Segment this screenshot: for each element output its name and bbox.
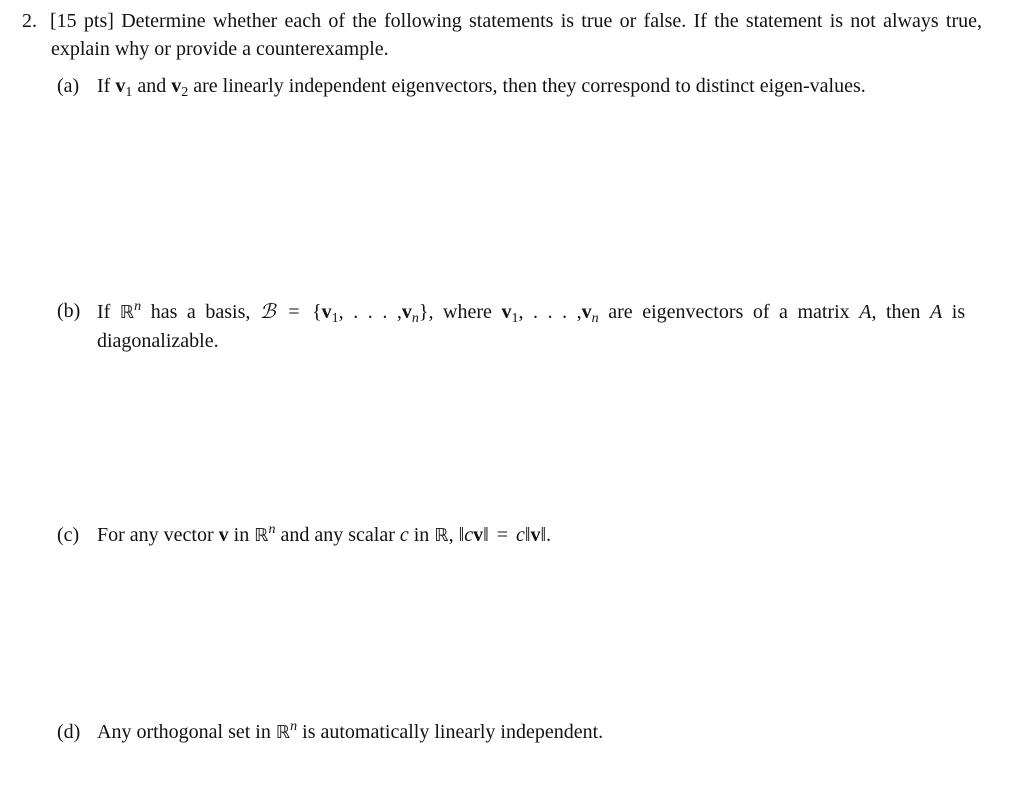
part-b-statement bbox=[97, 297, 965, 355]
part-c-label: (c) bbox=[57, 524, 80, 546]
subscript-1: 1 bbox=[125, 85, 133, 100]
basis-symbol: ℬ bbox=[259, 299, 276, 323]
part-b bbox=[57, 297, 965, 355]
matrix-a: A bbox=[859, 301, 872, 323]
part-d-label: (d) bbox=[57, 721, 81, 743]
part-a-statement bbox=[97, 72, 965, 100]
vector-v1: v bbox=[501, 301, 512, 323]
superscript-n: n bbox=[290, 719, 298, 734]
equals-sign: = bbox=[496, 524, 508, 546]
vector-v: v bbox=[530, 524, 541, 546]
part-b-where: where bbox=[443, 301, 492, 323]
real-numbers-symbol: ℝ bbox=[434, 525, 449, 546]
part-a bbox=[57, 72, 965, 100]
part-b-has-basis: has a basis, bbox=[150, 301, 251, 323]
norm-open: ‖ bbox=[524, 524, 531, 546]
part-a-if: If bbox=[97, 75, 111, 97]
problem-header bbox=[22, 7, 982, 63]
scalar-c: c bbox=[399, 524, 409, 546]
problem-points: [15 pts] bbox=[50, 10, 114, 32]
set-close-brace: }, bbox=[418, 301, 434, 323]
part-b-if: If bbox=[97, 301, 111, 323]
part-d bbox=[57, 718, 965, 747]
matrix-a: A bbox=[930, 301, 943, 323]
problem-number: 2. bbox=[22, 10, 37, 32]
comma: , bbox=[448, 524, 454, 546]
vector-vn: v bbox=[581, 301, 592, 323]
norm-close: ‖ bbox=[540, 524, 547, 546]
part-b-label: (b) bbox=[57, 300, 81, 322]
subscript-2: 2 bbox=[181, 85, 189, 100]
scalar-c: c bbox=[464, 524, 474, 546]
problem-instructions: Determine whether each of the following statements is true or false. If the statement is not always true, explain why or provide a counterexample. bbox=[51, 10, 983, 60]
equals-sign: = bbox=[288, 301, 300, 323]
norm-close: ‖ bbox=[483, 524, 489, 546]
part-a-label: (a) bbox=[57, 75, 80, 97]
vector-v: v bbox=[473, 524, 484, 546]
part-d-text2: is automatically linearly independent. bbox=[302, 721, 604, 743]
vector-v1: v bbox=[115, 75, 126, 97]
superscript-n: n bbox=[268, 522, 276, 537]
part-a-rest: are linearly independent eigenvectors, then they correspond to distinct eigen-values. bbox=[193, 75, 866, 97]
scalar-c: c bbox=[516, 524, 525, 546]
real-space-symbol: ℝ bbox=[119, 302, 135, 323]
norm-open: ‖ bbox=[458, 524, 465, 546]
part-a-and: and bbox=[137, 75, 167, 97]
part-c-statement bbox=[97, 521, 965, 550]
ellipsis: , . . . , bbox=[338, 301, 402, 323]
part-c-text1: For any vector bbox=[97, 524, 214, 546]
subscript-1: 1 bbox=[331, 311, 339, 326]
real-space-symbol: ℝ bbox=[275, 722, 291, 743]
part-d-text1: Any orthogonal set in bbox=[97, 721, 271, 743]
vector-v1: v bbox=[321, 301, 332, 323]
part-c-text2: and any scalar bbox=[280, 524, 395, 546]
vector-vn: v bbox=[401, 301, 412, 323]
ellipsis: , . . . , bbox=[518, 301, 582, 323]
set-open-brace: { bbox=[312, 301, 322, 323]
part-c bbox=[57, 521, 965, 550]
superscript-n: n bbox=[134, 299, 142, 314]
vector-v2: v bbox=[171, 75, 182, 97]
subscript-1: 1 bbox=[511, 311, 519, 326]
period: . bbox=[546, 524, 552, 546]
real-space-symbol: ℝ bbox=[254, 525, 269, 546]
part-b-are-eigenvectors: are eigenvectors of a matrix bbox=[608, 301, 850, 323]
part-c-in: in bbox=[233, 524, 250, 546]
vector-v: v bbox=[218, 524, 229, 546]
subscript-n: n bbox=[591, 311, 599, 326]
problem-instructions-block bbox=[51, 7, 982, 63]
part-c-in2: in bbox=[413, 524, 430, 546]
part-b-conclusion: is diagonalizable. bbox=[97, 301, 966, 352]
part-b-then: , then bbox=[871, 301, 921, 323]
part-d-statement bbox=[97, 718, 965, 747]
subscript-n: n bbox=[411, 311, 419, 326]
